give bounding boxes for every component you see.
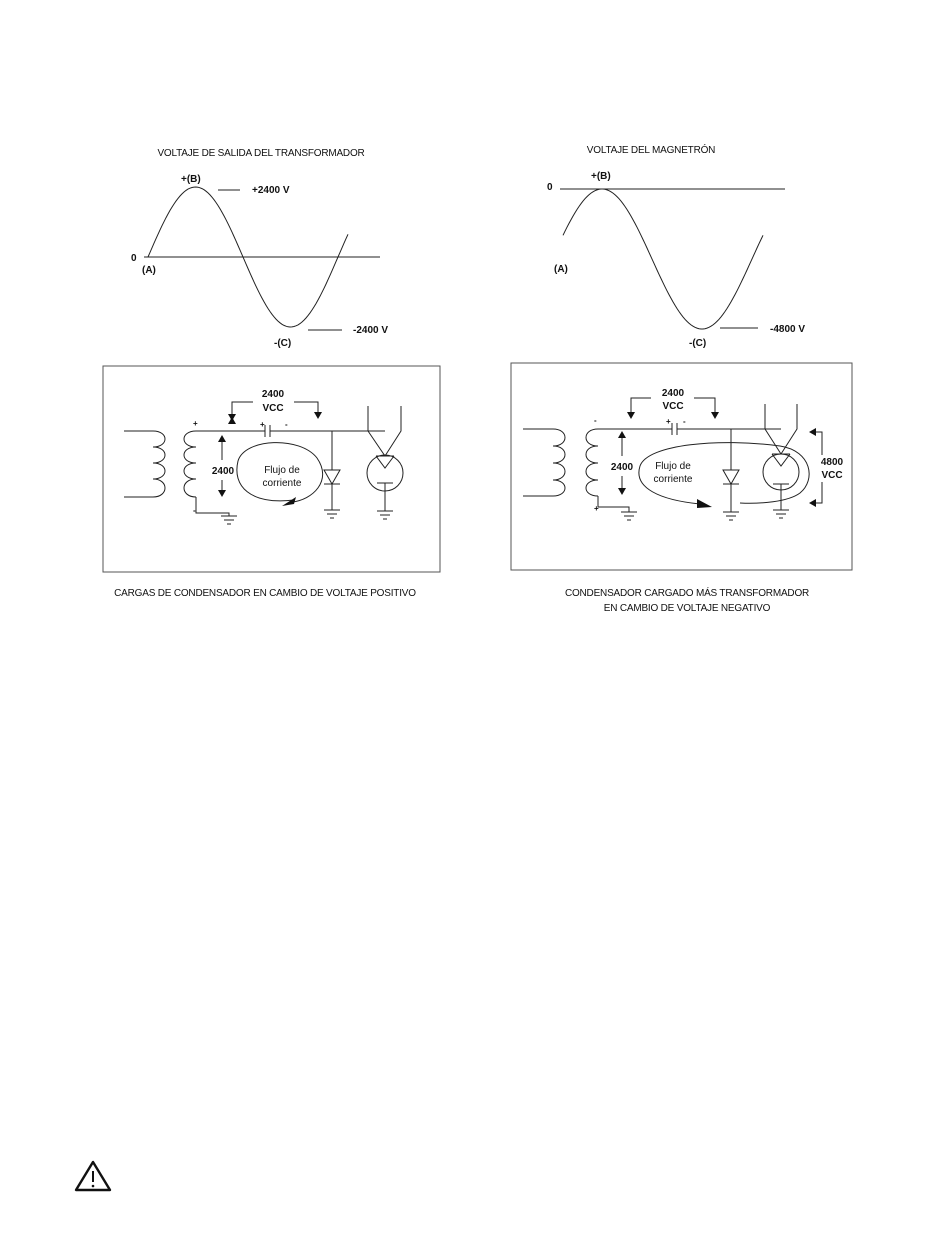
left-primary-winding — [124, 431, 165, 497]
right-flow-label-1: Flujo de — [655, 461, 691, 472]
left-point-c: -(C) — [274, 338, 292, 349]
right-graph-title: VOLTAJE DEL MAGNETRÓN — [586, 145, 716, 156]
left-flow-label-1: Flujo de — [264, 465, 300, 476]
right-winding-bottom-sign: + — [594, 504, 599, 513]
right-winding-voltage: 2400 — [610, 462, 634, 473]
right-magnetron-voltage: 4800 — [820, 457, 844, 468]
right-zero-label: 0 — [547, 182, 553, 193]
right-wire-ground — [598, 496, 629, 512]
left-cap-minus: - — [285, 420, 288, 429]
left-peak-neg: -2400 V — [353, 325, 389, 336]
right-vcc-bracket-b — [694, 398, 715, 402]
left-current-flow-arrowhead — [282, 497, 296, 506]
left-ground-3-icon — [377, 511, 393, 519]
right-graph — [547, 143, 805, 349]
left-secondary-winding — [184, 431, 196, 497]
right-diode-icon — [723, 470, 739, 484]
left-circuit — [103, 366, 440, 572]
right-caption-line-1: CONDENSADOR CARGADO MÁS TRANSFORMADOR — [564, 588, 810, 599]
right-circuit — [511, 363, 852, 570]
warning-triangle-icon — [76, 1162, 110, 1190]
right-ground-1-icon — [621, 512, 637, 520]
right-current-flow-arrowhead — [697, 499, 712, 508]
right-winding-top-sign: - — [594, 416, 597, 425]
right-magnetron-bracket-bottom — [812, 482, 822, 503]
right-secondary-winding — [586, 429, 598, 496]
right-cap-unit: VCC — [662, 401, 684, 412]
right-point-a: (A) — [554, 264, 568, 275]
right-primary-winding — [523, 429, 565, 496]
right-flow-label-2: corriente — [653, 474, 693, 485]
right-peak-neg: -4800 V — [770, 324, 806, 335]
right-vcc-bracket-a — [631, 398, 651, 403]
right-point-b: +(B) — [591, 171, 611, 182]
left-vcc-bracket-b — [294, 402, 318, 418]
right-cap-voltage: 2400 — [661, 388, 685, 399]
left-ground-2-icon — [324, 510, 340, 518]
right-ground-2-icon — [723, 512, 739, 520]
right-ground-3-icon — [773, 510, 789, 518]
right-magnetron-bracket-top — [812, 432, 822, 455]
left-wire-ground — [196, 497, 229, 516]
right-point-c: -(C) — [689, 338, 707, 349]
left-point-b: +(B) — [181, 174, 201, 185]
left-cap-plus: + — [260, 420, 265, 429]
left-ground-1-icon — [221, 516, 237, 524]
left-peak-pos: +2400 V — [252, 185, 290, 196]
left-graph — [131, 148, 388, 349]
right-magnetron-unit: VCC — [821, 470, 843, 481]
left-winding-top-sign: + — [193, 419, 198, 428]
left-diode-icon — [324, 470, 340, 484]
left-magnetron-icon — [367, 406, 403, 511]
right-sine-wave — [563, 189, 763, 329]
right-cap-plus: + — [666, 417, 671, 426]
left-point-a: (A) — [142, 265, 156, 276]
right-caption-line-2: EN CAMBIO DE VOLTAJE NEGATIVO — [603, 603, 771, 614]
left-winding-voltage: 2400 — [211, 466, 235, 477]
left-winding-bottom-sign: - — [193, 506, 196, 515]
left-graph-title: VOLTAJE DE SALIDA DEL TRANSFORMADOR — [157, 148, 365, 159]
left-flow-label-2: corriente — [262, 478, 302, 489]
right-magnetron-icon — [763, 404, 799, 510]
right-cap-minus: - — [683, 417, 686, 426]
left-cap-voltage: 2400 — [261, 389, 285, 400]
left-caption: CARGAS DE CONDENSADOR EN CAMBIO DE VOLTAJE POSITIVO — [114, 588, 416, 599]
left-cap-unit: VCC — [262, 403, 284, 414]
left-vcc-bracket-a — [232, 402, 253, 418]
left-zero-label: 0 — [131, 253, 137, 264]
